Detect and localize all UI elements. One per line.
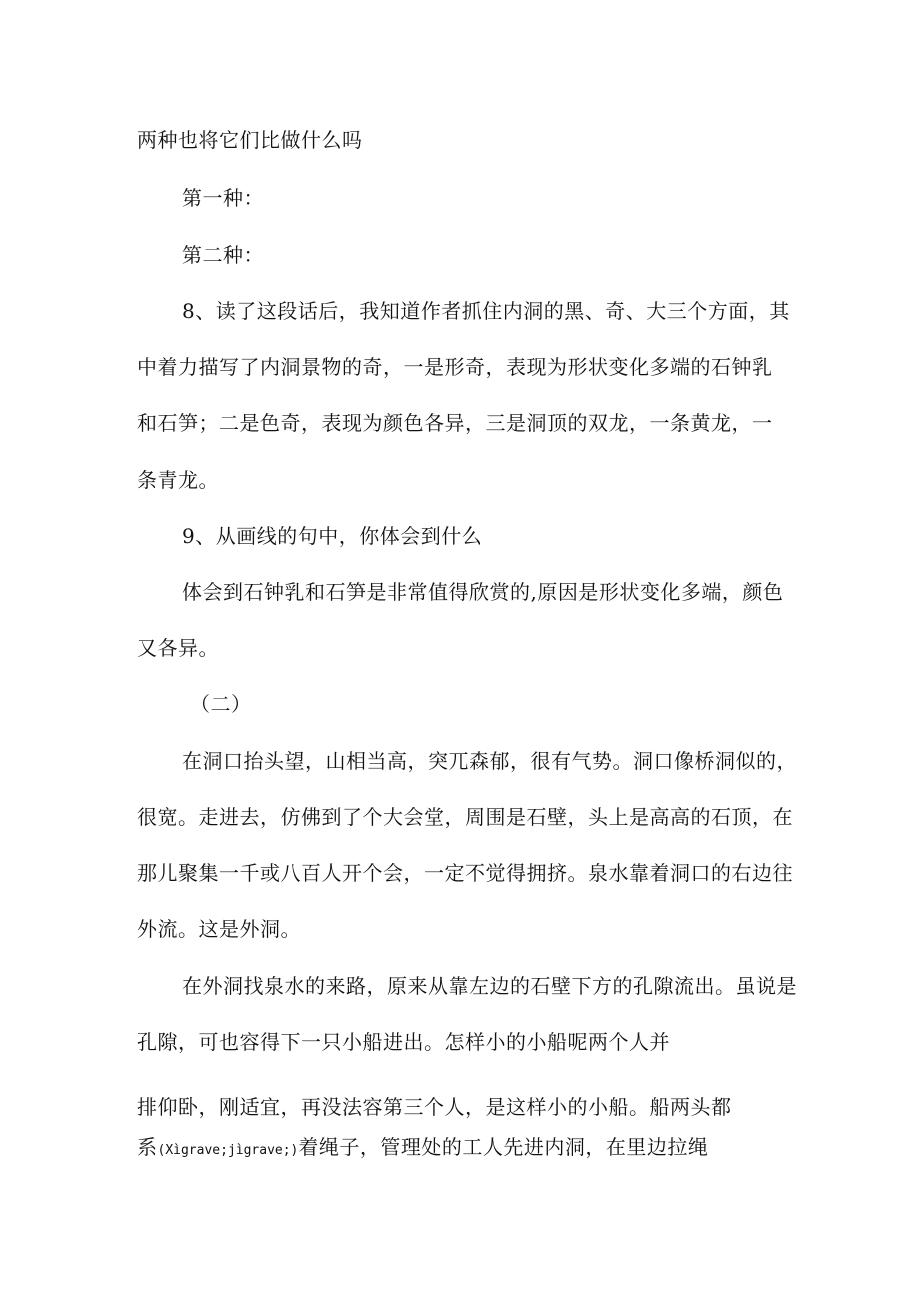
- passage-line: 外流。这是外洞。: [137, 917, 301, 941]
- passage-line: 那儿聚集一千或八百人开个会，一定不觉得拥挤。泉水靠着洞口的右边往: [137, 861, 793, 885]
- answer-label-second: 第二种：: [182, 243, 264, 267]
- passage-line: 排仰卧，刚适宜，再没法容第三个人，是这样小的小船。船两头都: [137, 1095, 732, 1119]
- section-heading: （二）: [190, 692, 252, 716]
- pinyin-annotation: (Xìgrave;jìgrave;): [157, 1143, 299, 1158]
- passage-line: 在洞口抬头望，山相当高，突兀森郁，很有气势。洞口像桥洞似的，: [182, 749, 797, 773]
- answer-label-first: 第一种：: [182, 186, 264, 210]
- answer-line: 又各异。: [137, 636, 219, 660]
- text-line: 中着力描写了内洞景物的奇，一是形奇，表现为形状变化多端的石钟乳: [137, 355, 773, 379]
- text-line: 和石笋；二是色奇，表现为颜色各异，三是洞顶的双龙，一条黄龙，一: [137, 411, 773, 435]
- passage-line: 孔隙，可也容得下一只小船进出。怎样小的小船呢两个人并: [137, 1030, 670, 1054]
- question-9: 9、从画线的句中，你体会到什么: [182, 524, 483, 548]
- answer-line: 体会到石钟乳和石笋是非常值得欣赏的,原因是形状变化多端，颜色: [182, 580, 784, 604]
- text-line: 条青龙。: [137, 468, 219, 492]
- passage-line: 在外洞找泉水的来路，原来从靠左边的石壁下方的孔隙流出。虽说是: [182, 974, 797, 998]
- passage-line: 很宽。走进去，仿佛到了个大会堂，周围是石壁，头上是高高的石顶，在: [137, 805, 793, 829]
- passage-line-with-pinyin: [137, 1135, 708, 1163]
- question-8: 8、读了这段话后，我知道作者抓住内洞的黑、奇、大三个方面，其: [182, 299, 790, 323]
- passage-text: 着绳子，管理处的工人先进内洞，在里边拉绳: [298, 1135, 709, 1159]
- passage-text: 系: [137, 1135, 158, 1159]
- text-line: 两种也将它们比做什么吗: [137, 128, 363, 152]
